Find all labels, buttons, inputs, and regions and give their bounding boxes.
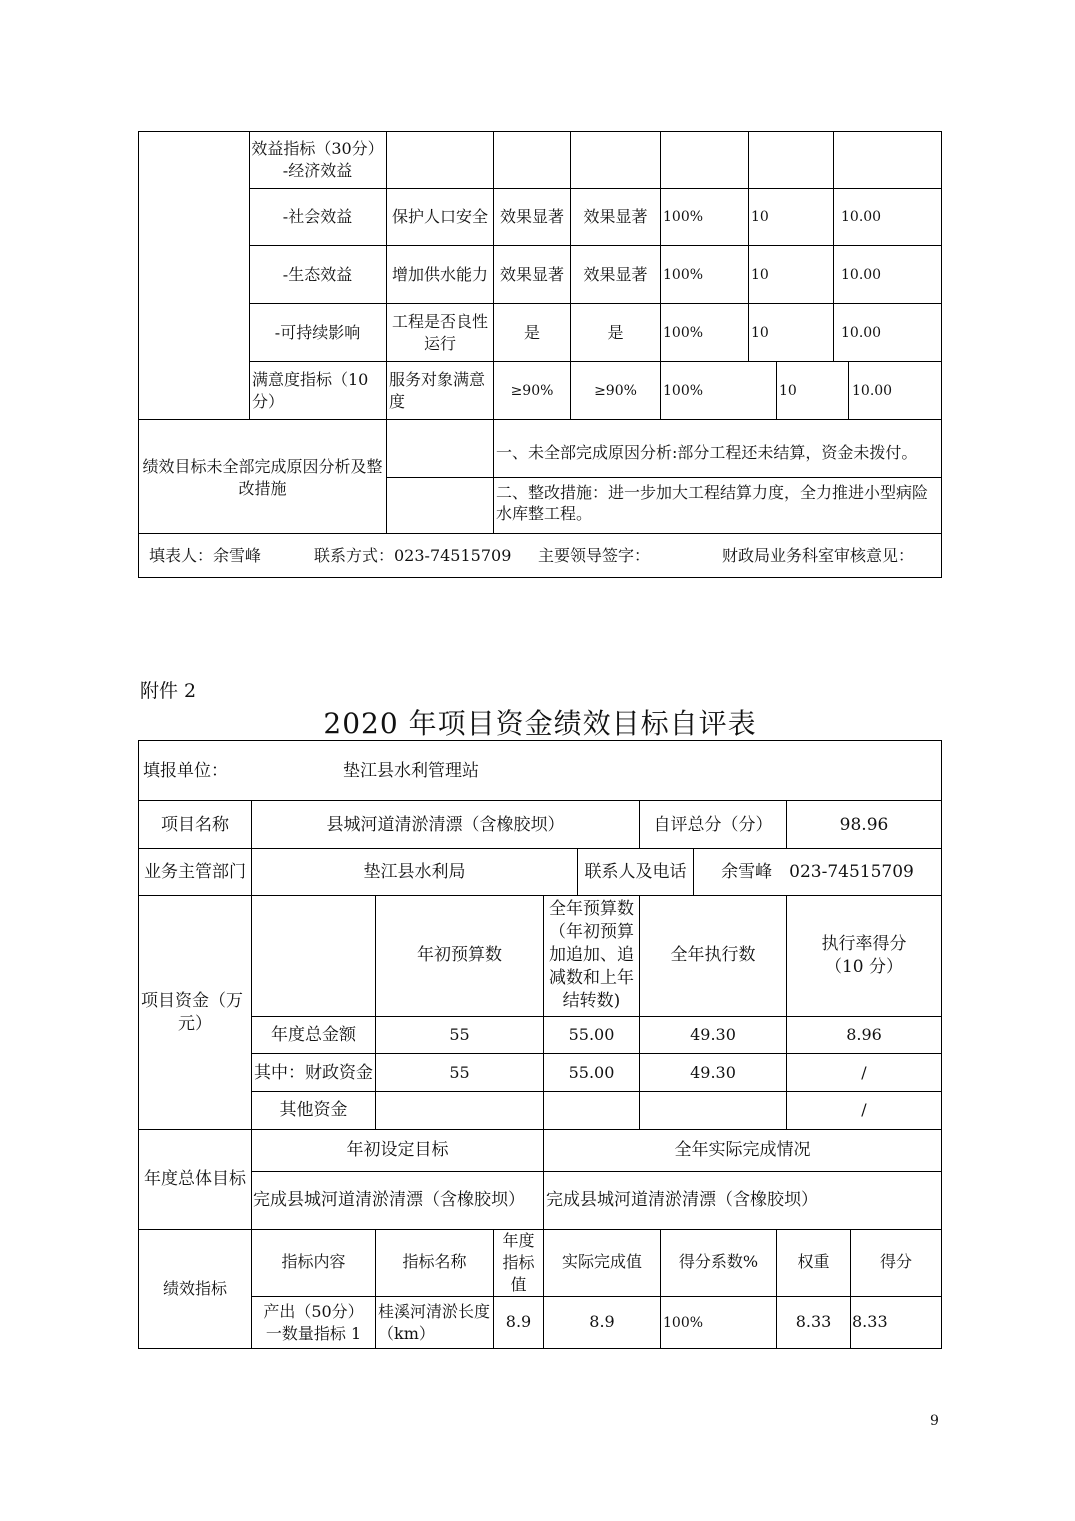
contact-value: 余雪峰 023-74515709 bbox=[721, 862, 914, 882]
score: 10.00 bbox=[841, 267, 882, 283]
col-full-budget-line2: （年初预算 bbox=[549, 922, 634, 942]
score-coefficient: 100% bbox=[663, 383, 704, 399]
weight: 10 bbox=[751, 209, 769, 225]
contact-label: 联系人及电话 bbox=[584, 862, 687, 882]
perf-label: 绩效指标 bbox=[162, 1279, 227, 1298]
ecological-benefit-label: -生态效益 bbox=[282, 265, 353, 284]
perf-header-coef: 得分系数% bbox=[678, 1252, 759, 1271]
indicator-name-line1: 工程是否良性 bbox=[391, 312, 488, 331]
goal-set-header: 年初设定目标 bbox=[346, 1140, 449, 1160]
funds-rate: 8.96 bbox=[846, 1025, 882, 1044]
goal-actual-value: 完成县城河道清淤清漂（含橡胶坝） bbox=[546, 1190, 818, 1210]
score: 10.00 bbox=[852, 383, 893, 399]
col-execution: 全年执行数 bbox=[670, 945, 756, 965]
perf-header-weight: 权重 bbox=[797, 1252, 830, 1271]
unit-value: 垫江县水利管理站 bbox=[343, 761, 479, 781]
self-score-label: 自评总分（分） bbox=[653, 815, 773, 835]
perf-name-line2: （km） bbox=[378, 1324, 435, 1343]
funds-row-label: 其中：财政资金 bbox=[254, 1063, 373, 1083]
perf-header-content: 指标内容 bbox=[281, 1252, 346, 1271]
perf-header-value-line1: 年度 bbox=[502, 1231, 535, 1250]
funds-rate: / bbox=[861, 1100, 867, 1119]
target-value: 效果显著 bbox=[499, 265, 564, 284]
finance-review: 财政局业务科室审核意见： bbox=[722, 546, 915, 565]
score: 10.00 bbox=[841, 209, 882, 225]
indicator-name-line2: 运行 bbox=[423, 334, 456, 353]
col-full-budget-line1: 全年预算数 bbox=[549, 899, 634, 919]
indicator-name: 保护人口安全 bbox=[391, 207, 488, 226]
form-title: 2020 年项目资金绩效目标自评表 bbox=[323, 707, 757, 740]
sustainability-label: -可持续影响 bbox=[274, 323, 361, 342]
analysis-reason: 一、未全部完成原因分析:部分工程还未结算，资金未拨付。 bbox=[496, 443, 918, 462]
perf-coefficient: 100% bbox=[663, 1315, 704, 1331]
goal-actual-header: 全年实际完成情况 bbox=[674, 1140, 811, 1160]
perf-name-line1: 桂溪河清淤长度 bbox=[378, 1302, 491, 1321]
dept-label: 业务主管部门 bbox=[144, 862, 246, 882]
analysis-measure-line2: 水库整工程。 bbox=[496, 504, 593, 523]
col-rate-score-line1: 执行率得分 bbox=[821, 934, 907, 954]
indicator-name: 增加供水能力 bbox=[391, 265, 488, 284]
funds-row-label: 其他资金 bbox=[279, 1100, 348, 1120]
funds-exec: 49.30 bbox=[690, 1063, 736, 1082]
benefit-indicator-label: 效益指标（30分） bbox=[251, 139, 384, 158]
target-value: ≥90% bbox=[510, 383, 554, 399]
score-coefficient: 100% bbox=[663, 325, 704, 341]
funds-label-line2: 元） bbox=[178, 1014, 212, 1034]
filler-name: 填表人：余雪峰 bbox=[149, 546, 262, 565]
perf-target-value: 8.9 bbox=[505, 1312, 532, 1331]
funds-initial: 55 bbox=[449, 1063, 470, 1082]
funds-label-line1: 项目资金（万 bbox=[141, 991, 243, 1011]
target-value: 效果显著 bbox=[499, 207, 564, 226]
contact-info: 联系方式：023-74515709 bbox=[314, 546, 512, 565]
funds-full: 55.00 bbox=[568, 1063, 615, 1082]
project-name-label: 项目名称 bbox=[161, 815, 229, 835]
project-name-value: 县城河道清淤清漂（含橡胶坝） bbox=[326, 815, 565, 835]
actual-value: ≥90% bbox=[594, 383, 637, 399]
satisfaction-label-line2: 分） bbox=[252, 392, 285, 411]
col-full-budget-line5: 结转数) bbox=[562, 991, 621, 1011]
col-full-budget-line4: 减数和上年 bbox=[549, 968, 634, 988]
page-number: 9 bbox=[930, 1413, 939, 1429]
funds-rate: / bbox=[861, 1063, 867, 1082]
satisfaction-label-line1: 满意度指标（10 bbox=[252, 370, 369, 389]
satisfaction-name-line1: 服务对象满意 bbox=[389, 370, 486, 389]
economic-benefit-label: -经济效益 bbox=[282, 161, 353, 180]
analysis-measure-line1: 二、整改措施：进一步加大工程结算力度，全力推进小型病险 bbox=[496, 483, 929, 502]
col-rate-score-line2: （10 分） bbox=[824, 957, 904, 977]
weight: 10 bbox=[779, 383, 797, 399]
unit-label: 填报单位： bbox=[143, 761, 228, 781]
weight: 10 bbox=[751, 325, 769, 341]
analysis-label-line1: 绩效目标未全部完成原因分析及整 bbox=[142, 457, 383, 476]
perf-actual-value: 8.9 bbox=[589, 1312, 615, 1331]
score: 10.00 bbox=[841, 325, 882, 341]
satisfaction-name-line2: 度 bbox=[389, 392, 406, 411]
actual-value: 效果显著 bbox=[583, 265, 648, 284]
leader-signature: 主要领导签字： bbox=[538, 546, 651, 565]
col-initial-budget: 年初预算数 bbox=[417, 945, 502, 965]
analysis-label-line2: 改措施 bbox=[238, 479, 287, 498]
perf-content-line2: 一数量指标 1 bbox=[265, 1324, 362, 1343]
perf-content-line1: 产出（50分） bbox=[263, 1302, 364, 1321]
social-benefit-label: -社会效益 bbox=[282, 207, 353, 226]
goal-set-value: 完成县城河道清淤清漂（含橡胶坝） bbox=[253, 1190, 525, 1210]
annex-label: 附件 2 bbox=[140, 680, 197, 702]
perf-header-actual: 实际完成值 bbox=[561, 1252, 642, 1271]
perf-header-name: 指标名称 bbox=[402, 1252, 467, 1271]
target-value: 是 bbox=[523, 323, 540, 342]
score-coefficient: 100% bbox=[663, 267, 704, 283]
weight: 10 bbox=[751, 267, 769, 283]
perf-header-score: 得分 bbox=[879, 1252, 912, 1271]
perf-header-value-line3: 值 bbox=[510, 1275, 527, 1294]
funds-full: 55.00 bbox=[568, 1025, 615, 1044]
perf-header-value-line2: 指标 bbox=[502, 1253, 535, 1272]
goal-label: 年度总体目标 bbox=[144, 1169, 246, 1189]
score-coefficient: 100% bbox=[663, 209, 704, 225]
col-full-budget-line3: 加追加、追 bbox=[549, 945, 634, 965]
funds-initial: 55 bbox=[449, 1025, 470, 1044]
perf-score: 8.33 bbox=[852, 1312, 888, 1331]
funds-exec: 49.30 bbox=[690, 1025, 736, 1044]
actual-value: 效果显著 bbox=[583, 207, 648, 226]
actual-value: 是 bbox=[607, 323, 624, 342]
dept-value: 垫江县水利局 bbox=[363, 862, 466, 882]
funds-row-label: 年度总金额 bbox=[271, 1025, 356, 1045]
self-score-value: 98.96 bbox=[839, 815, 889, 835]
perf-weight: 8.33 bbox=[795, 1312, 832, 1331]
